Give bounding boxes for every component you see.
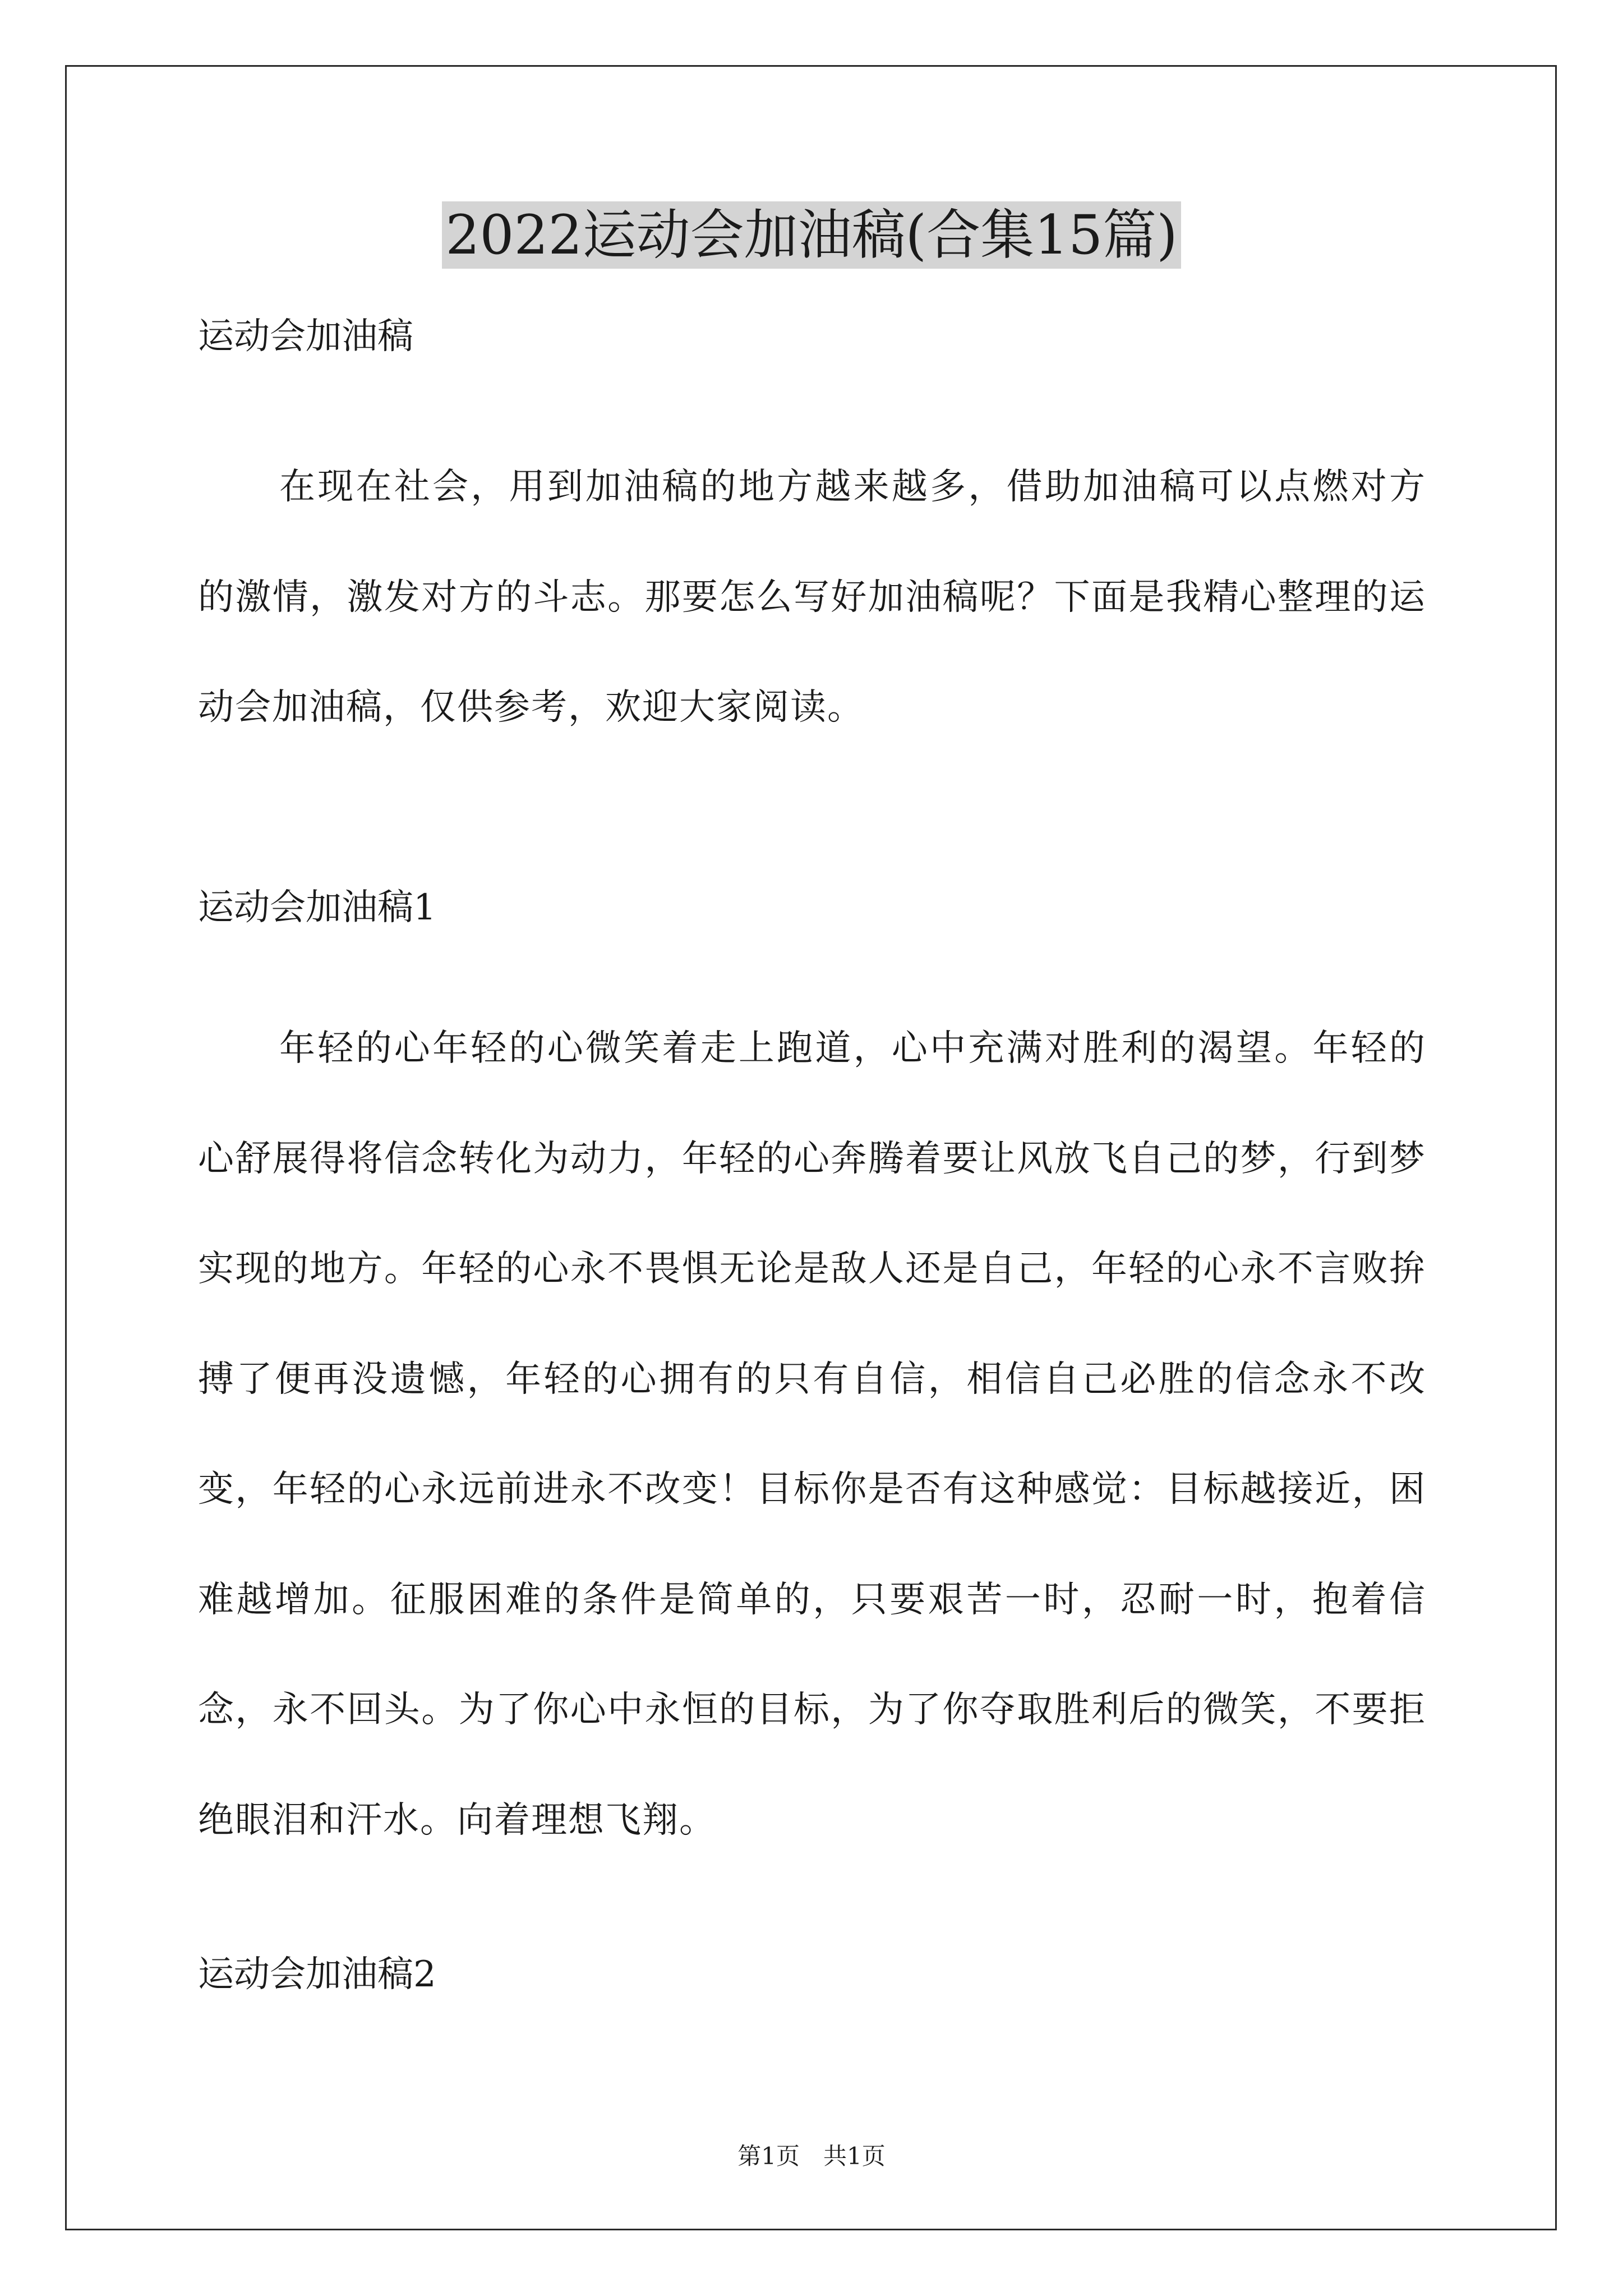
page-footer: 第1页 共1页 bbox=[737, 2142, 886, 2170]
document-title-text: 2022运动会加油稿(合集15篇) bbox=[442, 201, 1181, 269]
document-title bbox=[0, 203, 1623, 268]
section-heading-2: 运动会加油稿2 bbox=[198, 1954, 436, 1995]
section-heading-intro: 运动会加油稿 bbox=[198, 316, 413, 357]
section-heading-1: 运动会加油稿1 bbox=[198, 887, 436, 928]
paragraph-intro: 在现在社会，用到加油稿的地方越来越多，借助加油稿可以点燃对方的激情，激发对方的斗志。那要怎么写好加油稿呢？下面是我精心整理的运动会加油稿，仅供参考，欢迎大家阅读。 bbox=[198, 466, 1426, 728]
paragraph-1: 年轻的心年轻的心微笑着走上跑道，心中充满对胜利的渴望。年轻的心舒展得将信念转化为动力，年轻的心奔腾着要让风放飞自己的梦，行到梦实现的地方。年轻的心永不畏惧无论是敌人还是自己，年轻的心永不言败拚搏了便再没遗憾，年轻的心拥有的只有自信，相信自己必胜的信念永不改变，年轻的心永远前进永不改变！目标你是否有这种感觉：目标越接近，困难越增加。征服困难的条件是简单的，只要艰苦一时，忍耐一时，抱着信念，永不回头。为了你心中永恒的目标，为了你夺取胜利后的微笑，不要拒绝眼泪和汗水。向着理想飞翔。 bbox=[198, 1028, 1426, 1841]
